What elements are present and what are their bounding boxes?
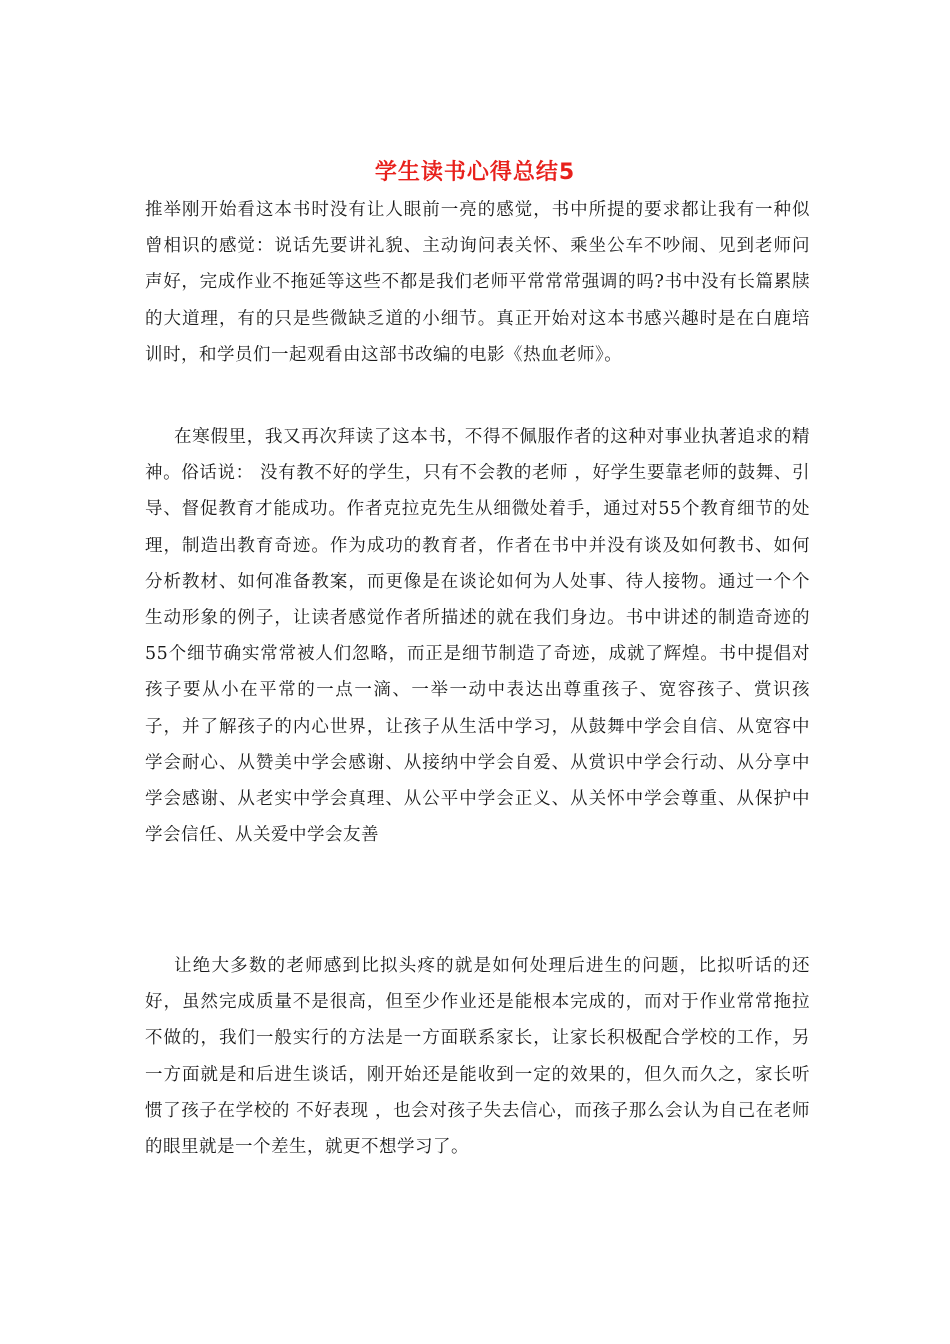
paragraph-2: 在寒假里，我又再次拜读了这本书，不得不佩服作者的这种对事业执著追求的精神。俗话说： 没有教不好的学生，只有不会教的老师 ，好学生要靠老师的鼓舞、引导、督促教育才能成功。作者克拉克先生从细微处着手，通过对55个教育细节的处理，制造出教育奇迹。作为成功的教育者，作者在书中并没有谈及如何教书、如何分析教材、如何准备教案，而更像是在谈论如何为人处事、待人接物。通过一个个生动形象的例子，让读者感觉作者所描述的就在我们身边。书中讲述的制造奇迹的55个细节确实常常被人们忽略，而正是细节制造了奇迹，成就了辉煌。书中提倡对孩子要从小在平常的一点一滴、一举一动中表达出尊重孩子、宽容孩子、赏识孩子，并了解孩子的内心世界，让孩子从生活中学习，从鼓舞中学会自信、从宽容中学会耐心、从赞美中学会感谢、从接纳中学会自爱、从赏识中学会行动、从分享中学会感谢、从老实中学会真理、从公平中学会正义、从关怀中学会尊重、从保护中学会信任、从关爱中学会友善 — [145, 427, 810, 846]
paragraph-1: 推举刚开始看这本书时没有让人眼前一亮的感觉，书中所提的要求都让我有一种似曾相识的感觉：说话先要讲礼貌、主动询问表关怀、乘坐公车不吵闹、见到老师问声好，完成作业不拖延等这些不都是我们老师平常常常强调的吗?书中没有长篇累牍的大道理，有的只是些微缺乏道的小细节。真正开始对这本书感兴趣时是在白鹿培训时，和学员们一起观看由这部书改编的电影《热血老师》。 — [145, 200, 810, 365]
page-title: 学生读书心得总结5 — [374, 160, 576, 185]
paragraph-3: 让绝大多数的老师感到比拟头疼的就是如何处理后进生的问题，比拟听话的还好，虽然完成质量不是很高，但至少作业还是能根本完成的，而对于作业常常拖拉不做的，我们一般实行的方法是一方面联系家长，让家长积极配合学校的工作，另一方面就是和后进生谈话，刚开始还是能收到一定的效果的，但久而久之，家长听惯了孩子在学校的 不好表现 ，也会对孩子失去信心，而孩子那么会认为自己在老师的眼里就是一个差生，就更不想学习了。 — [145, 956, 810, 1158]
